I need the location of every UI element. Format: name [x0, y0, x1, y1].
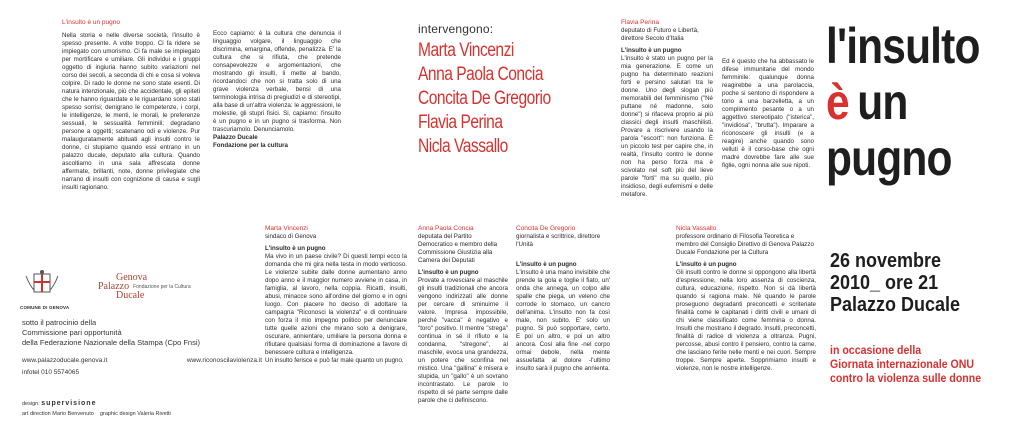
- date-line-2: 2010_ ore 21: [830, 272, 939, 294]
- perina-block-2: [722, 58, 814, 170]
- speakers-label: intervengono:: [418, 22, 494, 36]
- vincenzi-last: Un insulto ferisce e può far male quanto un pugno.: [265, 357, 404, 364]
- logo-palazzo: Palazzo: [98, 281, 130, 292]
- speaker-name: Nicla Vassallo: [418, 136, 508, 157]
- concia-title: L'insulto è un pugno: [418, 269, 479, 276]
- comune-logo: [20, 268, 70, 308]
- design-label: design:: [22, 401, 40, 407]
- link-riconosci[interactable]: www.riconoscilaviolenza.it: [186, 357, 262, 364]
- degregorio-title: L'insulto è un pugno: [516, 261, 577, 268]
- vassallo-title: L'insulto è un pugno: [676, 261, 737, 268]
- vincenzi-name: Marta Vincenzi: [265, 225, 308, 232]
- palazzo-ducale-logo: [98, 274, 208, 302]
- speaker-name: Anna Paola Concia: [418, 64, 544, 85]
- perina-name: Flavia Perina: [621, 19, 659, 26]
- occasion-line-2: Giornata internazionale ONU: [830, 359, 975, 371]
- speakers-block: [418, 22, 608, 159]
- cover-line-1: l'insulto: [826, 18, 980, 74]
- perina-role: deputato di Futuro e Libertà, direttore Secolo d'Italia: [621, 27, 699, 42]
- design-brand: supervisione: [41, 400, 97, 407]
- credits-line: art direction Mario Benvenuto graphic design Valeria Rivetti: [22, 411, 171, 417]
- design-credit: [22, 400, 96, 407]
- concia-name: Anna Paola Concia: [418, 225, 474, 232]
- concia-role: deputata del Partito Democratico e membro della Commissione Giustizia alla Camera dei Deputati: [418, 233, 498, 264]
- info-phone: infotel 010 5574065: [22, 369, 80, 376]
- links-row: [22, 357, 262, 364]
- degregorio-block: [516, 224, 610, 373]
- speaker-name: Flavia Perina: [418, 112, 503, 133]
- cover-line-2b: un: [857, 74, 908, 130]
- logo-ducale: Ducale: [116, 290, 145, 301]
- patronage-line-3: della Federazione Nazionale della Stampa (Cpo Fnsi): [22, 338, 201, 347]
- speaker-name: Marta Vincenzi: [418, 40, 514, 61]
- vincenzi-role: sindaco di Genova: [265, 233, 317, 240]
- occasion-line-3: contro la violenza sulle donne: [830, 373, 982, 385]
- occasion-line-1: in occasione della: [830, 345, 922, 357]
- concia-text: Provate a rovesciare al maschile gli insulti tradizionali che ancora vengono indirizzati alle donne per cercare di sminuirne il valore. Impresa impossibile, perché "vacca" è negativo e "toro" positivo. Il mentre "strega" continua in sé il rifiuto e la condanna, "stregone", al maschile, evoca una grandezza, un potere che sconfina nel mistico. Una "gallina" è misera e stupida, un "gallo" è un sovrano incontrastato. Le parole lo rispetto di sé parte sempre dalle parole che ci definiscono.: [418, 277, 508, 404]
- logo-fondazione: Fondazione per la Cultura: [133, 283, 191, 290]
- event-date: [830, 250, 1020, 316]
- degregorio-text: L'insulto è una mano invisibile che prende la gola e toglie il fiato, un' onda che annega, un colpo alle spalle che piega, un veleno che corrode lo stomaco, un cancro dell'anima. L'insulto non fa così male, non subito. E' solo un pugno. Si può sopportare, certo. E poi un altro, e poi un altro ancora. Così alla fine -nel corpo ormai debole, nella mente assuefatta al dolore -l'ultimo insulto sarà il pugno che annienta.: [516, 269, 610, 372]
- intro-title: L'insulto è un pugno: [62, 19, 120, 26]
- cover-line-3: pugno: [826, 130, 952, 186]
- signature-1: Palazzo Ducale: [213, 134, 258, 141]
- vassallo-name: Nicla Vassallo: [676, 225, 717, 232]
- vincenzi-title: L'insulto è un pugno: [265, 245, 326, 252]
- degregorio-role: giornalista e scrittrice, direttore l'Unità: [516, 233, 601, 248]
- degregorio-name: Concita De Gregorio: [516, 225, 576, 232]
- concia-block: [418, 224, 508, 405]
- link-palazzoducale[interactable]: www.palazzoducale.genova.it: [22, 357, 108, 364]
- perina-block: [621, 18, 713, 199]
- intro-text-2: Ecco capiamo: è la cultura che denuncia il linguaggio volgare, il linguaggio che discrimina, emargina, offende, penalizza. E' la cultura che si rifiuta, che pretende consapevolezze e argomentazioni, che mostrando gli insulti, li mette al bando, ricordandoci che non si tratta solo di una grave violenza verbale, bensì di una terminologia intrisa di pregiudizi e di stereotipi, alla base di un'altra violenza: le aggressioni, le molestie, gli stupri fisici. Si, capiamo: l'insulto è un pugno e in un pugno si trasforma. Non trascuriamolo. Denunciamolo.: [213, 30, 341, 133]
- date-line-1: 26 novembre: [830, 250, 942, 272]
- cover-title: [826, 18, 1022, 186]
- venue: Palazzo Ducale: [830, 294, 961, 316]
- patronage-block: [22, 318, 242, 348]
- coat-of-arms-icon: [20, 268, 64, 300]
- vassallo-block: [676, 224, 816, 373]
- vincenzi-text: Ma vivo in un paese civile? Di questi tempi ecco la domanda che mi gira nella testa in modo verticoso. Le violenze subite dalle donne aumentano anno dopo anno e il maggior numero avviene in casa, in famiglia, al lavoro, nella coppia. Ricatti, insulti, abusi, minacce sono all'ordine del giorno e in ogni luogo. Con piacere ho deciso di adottare la campagna "Riconosci la violenza" e di continuare con forza il mio impegno politico per denunciare tutte quelle azioni che mirano solo a denigrare, oscurare, annientare, umiliare la persona donna e rifiutare qualsiasi forma di dominazione a favore di benessere cultura e intelligenza.: [265, 253, 407, 356]
- vassallo-role: professore ordinario di Filosofia Teoretica e membro del Consiglio Direttivo di Genova Palazzo Ducale Fondazione per la Cultura: [676, 233, 814, 256]
- comune-name: COMUNE DI GENOVA: [20, 305, 70, 310]
- perina-title: L'insulto è un pugno: [621, 47, 682, 54]
- intro-text: Nella storia e nelle diverse società, l'insulto è spesso presente. A volte troppo. Ci fa ridere se impiegato con umorismo. Ci fa male se impiegato per mortificare e umiliare. Gli individui e i gruppi oggetto di ingiuria hanno subìto variazioni nel corso dei secoli, a seconda di chi e cosa si voleva colpire. Di rado le donne ne sono state esenti. Di natura intenzionale, più che accidentale, gli epiteti che le hanno riguardate e le riguardano sono stati spesso sorrisi; denigrano le competenze, i corpi, le intelligenze, le menti, le morali, le preferenze sessuali, le sessualità femminili; degradano persone a oggetti; scatenano odi e violenze. Pur malauguratamente abituati agli insulti contro le donne, ci stupiamo quando essi entrano in un palazzo ducale, deputato alla cultura. Quando ascoltiamo in una sala affrescata donne affermate, brillanti, note, donne privilegiate che narrano di insulti con cognizione di causa e sugli insulti ragionano.: [62, 32, 200, 191]
- vassallo-text: Gli insulti contro le donne si oppongono alla libertà d'espressione, nella loro assenza di coscienza, cultura, educazione, rispetto. Non si dà libertà quando si ragiona male. Né quando le parole proseguono degradanti preconcetti e scriteriate finalità come le capitanati i diritti civili e umani di chi viene classificato come femmina o donna. Insulti che mostrano il degrado. Insulti, preconcetti, finalità di radice di violenza a oltranza. Pugni, percosse, abusi contro il pensiero, contro la carne, che lasciano ferite nelle menti e nei cuori. Sempre troppe. Sempre aperte. Sopprimiamo insulti e violenze, non le nostre intelligenze.: [676, 269, 816, 372]
- intro-column-2: [213, 30, 341, 150]
- vincenzi-block: [265, 224, 407, 365]
- intro-column: [62, 18, 200, 192]
- speaker-name: Concita De Gregorio: [418, 88, 551, 109]
- patronage-line-1: sotto il patrocinio della: [22, 318, 97, 327]
- cover-line-2a: è: [826, 74, 849, 130]
- perina-text-2: Ed è questo che ha abbassato le difese immunitarie del mondo femminile: qualunque donna reagirebbe a una parolaccia, poche si sentono di rispondere a tono a una barzelletta, a un complimento pesante o a un aggettivo stereotipato ("isterica", "invidiosa", "brutta"). Imparare a riconoscere gli insulti (e a reagire) anche quando sono velluti è il corso-base che ogni madre dovrebbe fare alle sue figlie, ogni nonna alle sue nipoti.: [722, 58, 814, 169]
- occasion-block: [830, 344, 1020, 386]
- signature-2: Fondazione per la cultura: [213, 142, 288, 149]
- perina-text: L'insulto è stato un pugno per la mia generazione. E come un pugno ha determinato reazioni forti e persino salutari tra le donne. Uno degli slogan più memorabili del femminismo ("Né puttane né madonne, solo donne") si rifaceva proprio ai più classici degli insulti maschilisti. Provare a riscrivere usando la parola "escort": non funziona. È un piccolo test per capire che, in realtà, l'insulto contro le donne non ha perso forza ma è scivolato nel soft più del lieve parole "forti" ma su quello, più insidioso, degli eufemismi e delle metafore.: [621, 55, 713, 198]
- logo-genova: Genova: [116, 272, 148, 283]
- patronage-line-2: Commissione pari opportunità: [22, 328, 122, 337]
